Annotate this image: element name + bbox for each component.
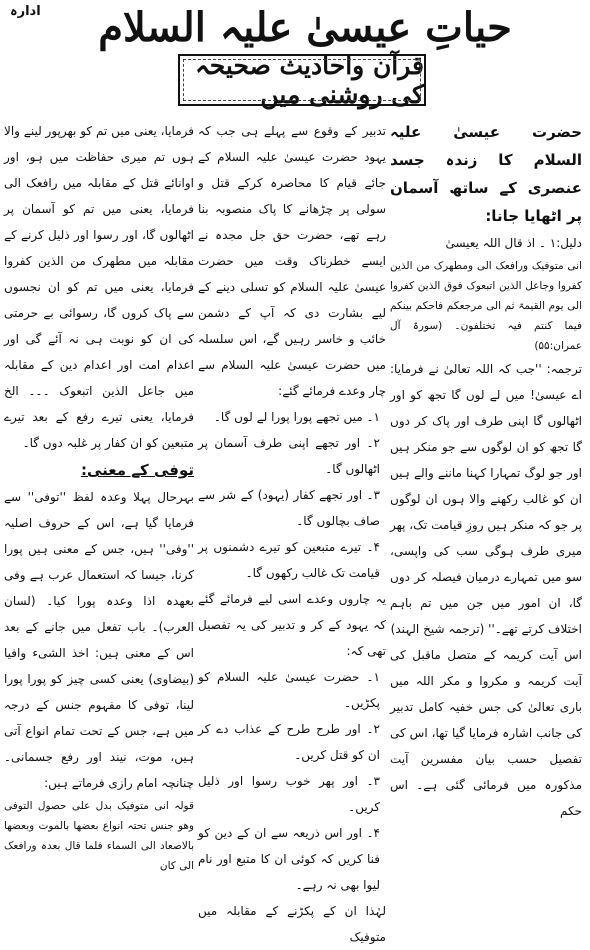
promise-item: ۴۔ تیرے متبعین کو تیرے دشمنوں پر قیامت تک غالب رکھوں گا۔ — [198, 540, 380, 580]
quran-verse: انی متوفیک ورافعک الی ومطھرک من الذین کفروا وجاعل الذین اتبعوک فوق الذین کفروا الی یوم القیمۃ ثم الی مرجعکم فاحکم بینکم فیما کنتم فیہ تختلفون۔ (سورۃ آل عمران:۵۵) — [390, 260, 582, 352]
arabic-quote: قولہ انی متوفیک بدل علی حصول التوفی وھو جنس تحتہ انواع بعضھا بالموت وبعضھا بالاصعاد الی السماء فلما قال بعدہ ورافعک الی کان — [4, 800, 194, 872]
promise-item: ۲۔ اور تجھے اپنی طرف آسمان پر اٹھالوں گا۔ — [198, 436, 380, 476]
column-middle — [198, 118, 386, 950]
closing-paragraph: لہٰذا ان کے پکڑنے کے مقابلہ میں متوفیک — [198, 904, 386, 944]
plot-item: ۱۔ حضرت عیسیٰ علیہ السلام کو پکڑیں۔ — [198, 670, 380, 710]
intro-paragraph: تدبیر کے وقوع سے پہلے ہی جب کہ یہود حضرت عیسیٰ علیہ السلام کے جائے قیام کا محاصرہ کرکے قتل و سولی پر چڑھانے کا پاک منصوبہ بنا رہے تھے، حضرت حق جل مجدہ نے ایسے خطرناک وقت میں حضرت عیسیٰ علیہ السلام کو تسلی دینے کے لیے بشارت دی کہ آپ کے دشمن خائب و خاسر رہیں گے، اس سلسلہ میں حضرت عیسیٰ علیہ السلام سے چار وعدے فرمائے گئے: — [198, 124, 386, 398]
plot-item: ۴۔ اور اس ذریعہ سے ان کے دین کو فنا کریں کہ کوئی ان کا متبع اور نام لیوا بھی نہ رہے۔ — [198, 826, 380, 892]
section-heading: حضرت عیسیٰ علیہ السلام کا زندہ جسد عنصری کے ساتھ آسمان پر اٹھایا جانا: — [390, 123, 582, 225]
corner-label: ادارہ — [10, 4, 41, 19]
column-right — [390, 118, 582, 824]
intro-paragraph: فرمایا، یعنی میں تم کو بھرپور لینے والا ہوں تم میری حفاظت میں ہو، اور اوانائے قتل کے مقابلہ میں رافعک الی فرمایا، یعنی میں تم کو آسمان پر اٹھالوں گا، اور رسوا اور ذلیل کرنے کے مقابلہ میں مطھرک من الذین کفروا فرمایا، یعنی میں تم کو ان نجسوں سے پاک کروں گا، رسوائی بے حرمتی کی ان کو نوبت ہی نہ آئے گی اور اعدام امت اور اعدام دین کے مقابلہ میں جاعل الذین اتبعوک ۔۔۔ الخ فرمایا، یعنی تیرے رفع کے بعد تیرے متبعین کو ان کفار پر غلبہ دوں گا۔ — [4, 124, 194, 450]
promise-item: ۱۔ میں تجھے پورا پورا لے لوں گا۔ — [213, 410, 380, 424]
plot-item: ۲۔ اور طرح طرح کے عذاب دے کر ان کو قتل کریں۔ — [198, 722, 380, 762]
column-left — [4, 118, 194, 876]
page-subtitle: قرآن واحادیث صحیحہ کی روشنی میں — [195, 51, 424, 109]
subtitle-box — [178, 51, 426, 109]
plot-item: ۳۔ اور پھر خوب رسوا اور ذلیل کریں۔ — [198, 774, 380, 814]
translation-paragraph: ترجمہ: ''جب کہ اللہ تعالیٰ نے فرمایا: اے عیسیٰ! میں لے لوں گا تجھ کو اور اٹھالوں گا اپنی طرف اور پاک کر دوں گا تجھ کو ان لوگوں سے جو منکر ہیں اور جو لوگ تمہارا کہنا ماننے والے ہیں ان کو غالب رکھنے والا ہوں ان لوگوں پر جو کہ منکر ہیں روزِ قیامت تک، پھر میری طرف ہوگی سب کی واپسی، سو میں تمہارے درمیان فیصلہ کر دوں گا، ان امور میں جن میں تم باہم اختلاف کرتے تھے۔'' (ترجمہ شیخ الہند) — [390, 362, 582, 636]
body-paragraph: بہرحال پہلا وعدہ لفظ ''توفی'' سے فرمایا گیا ہے، اس کے حروف اصلیہ ''وفی'' ہیں، جس کے معنی ہیں پورا کرنا، جیسا کہ استعمال عرب ہے وفی بعھدہ اذا وعدہ پورا کیا۔ (لسان العرب)۔ باب تفعل میں جانے کے بعد اس کے معنی ہیں: اخذ الشیء وافیا (بیضاوی) یعنی کسی چیز کو پورا پورا لینا، توفی کا مفہوم جنس کے درجہ میں ہے، جس کے تحت تمام انواع آتی ہیں، موت، نیند اور رفع جسمانی۔ چنانچہ امام رازی فرماتے ہیں: — [4, 490, 194, 790]
closing-paragraph: اس آیت کریمہ کے متصل ماقبل کی آیت کریمہ و مکروا و مکر اللہ میں باری تعالیٰ کی جس خفیہ کامل تدبیر کی جانب اشارہ فرمایا گیا تھا، اس کی تفصیل حسب بیان مفسرین آیت مذکورہ میں فرمائی گئی ہے۔ اس حکم — [390, 648, 582, 818]
dalil-label: دلیل:۱ ۔ اذ قال اللہ یعیسیٰ — [445, 236, 582, 250]
explanation-paragraph: یہ چاروں وعدے اسی لیے فرمائے گئے کہ یہود کے کر و تدبیر کی یہ تفصیل تھی کہ: — [198, 592, 386, 658]
section-heading: توفی کے معنی: — [80, 461, 194, 479]
promise-item: ۳۔ اور تجھے کفار (یہود) کے شر سے صاف بچالوں گا۔ — [198, 488, 380, 528]
page-title: حیاتِ عیسیٰ علیہ السلام — [98, 4, 512, 51]
